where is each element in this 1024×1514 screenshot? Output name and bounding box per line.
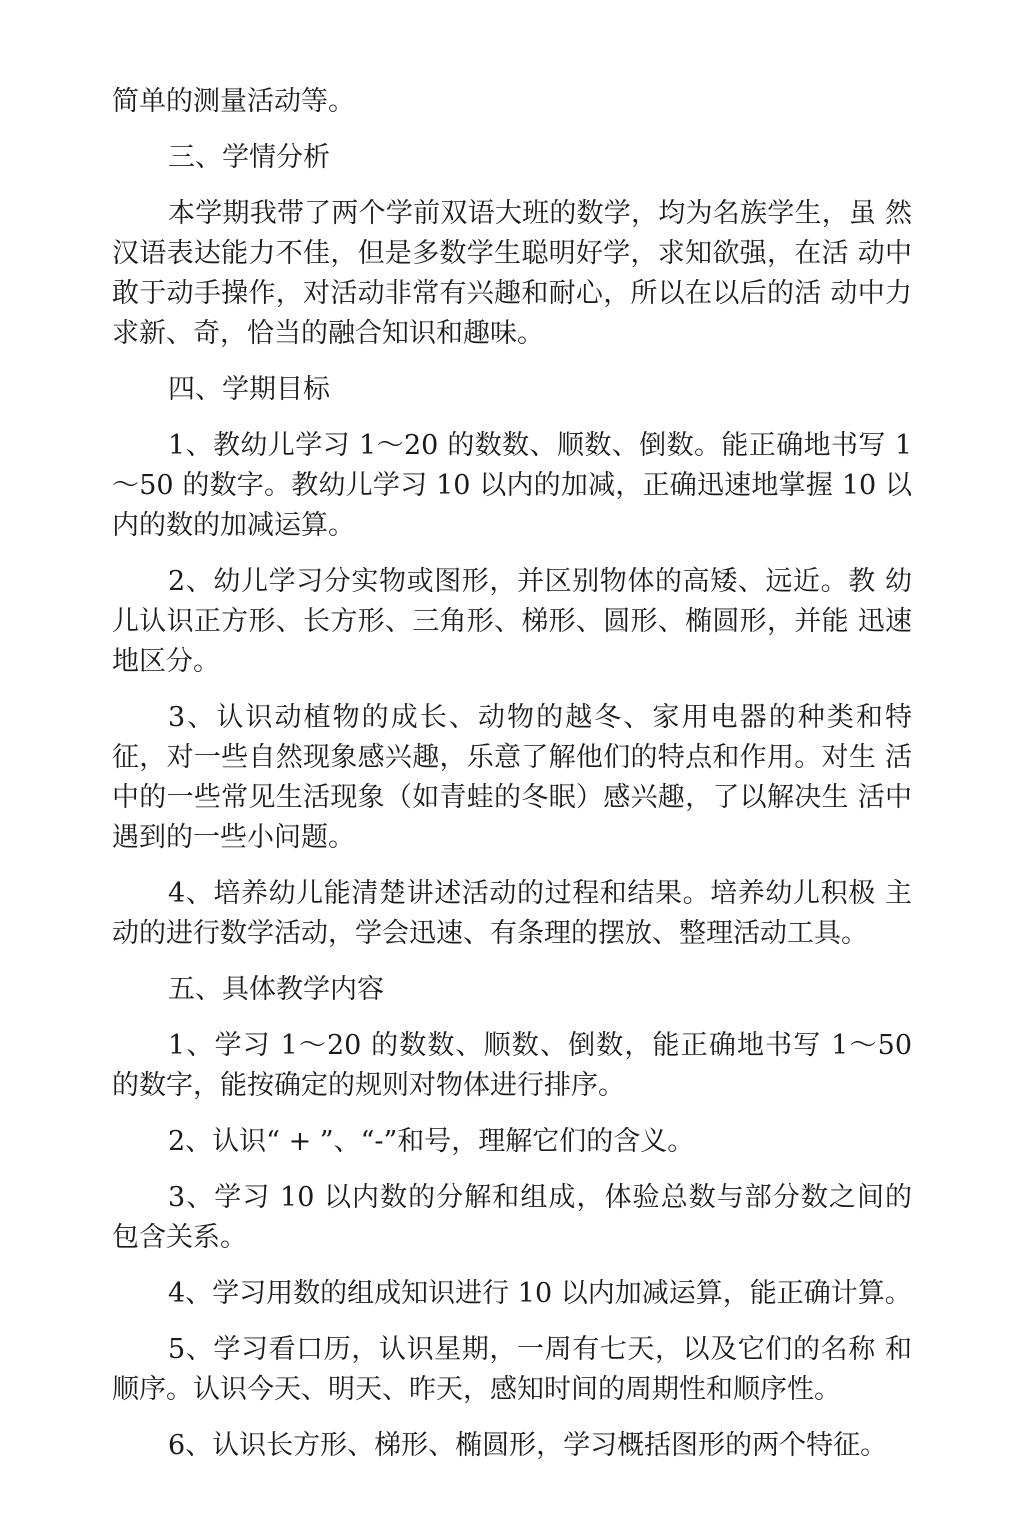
document-body: [112, 82, 912, 1482]
paragraph-continuation: 简单的测量活动等。: [112, 86, 355, 117]
content-item-4: 4、学习用数的组成知识进行 10 以内加减运算，能正确计算。: [168, 1278, 912, 1309]
content-item-1: 1、学习 1～20 的数数、顺数、倒数，能正确地书写 1～50 的数字，能按确定的规则对物体进行排序。: [112, 1030, 912, 1101]
goal-item-2: 2、幼儿学习分实物或图形，并区别物体的高矮、远近。教 幼儿认识正方形、长方形、三角形、梯形、圆形、椭圆形，并能 迅速地区分。: [112, 566, 912, 677]
section-heading-teaching-content: 五、具体教学内容: [168, 974, 384, 1005]
goal-item-3: 3、认识动植物的成长、动物的越冬、家用电器的种类和特 征，对一些自然现象感兴趣，乐意了解他们的特点和作用。对生 活中的一些常见生活现象（如青蛙的冬眠）感兴趣，了以解决生 活中遇到的一些小问题。: [112, 702, 912, 853]
content-item-3: 3、学习 10 以内数的分解和组成，体验总数与部分数之间的 包含关系。: [112, 1182, 912, 1253]
content-item-2: 2、认识“ + ”、“-”和号，理解它们的含义。: [168, 1126, 695, 1157]
section-heading-semester-goals: 四、学期目标: [168, 374, 330, 405]
goal-item-4: 4、培养幼儿能清楚讲述活动的过程和结果。培养幼儿积极 主动的进行数学活动，学会迅速、有条理的摆放、整理活动工具。: [112, 878, 912, 949]
section-heading-learning-analysis: 三、学情分析: [168, 142, 330, 173]
content-item-6: 6、认识长方形、梯形、椭圆形，学习概括图形的两个特征。: [168, 1430, 888, 1461]
goal-item-1: 1、教幼儿学习 1～20 的数数、顺数、倒数。能正确地书写 1～50 的数字。教幼儿学习 10 以内的加减，正确迅速地掌握 10 以内的数的加减运算。: [112, 430, 912, 541]
paragraph-learning-analysis: 本学期我带了两个学前双语大班的数学，均为名族学生，虽 然汉语表达能力不佳，但是多数学生聪明好学，求知欲强，在活 动中敢于动手操作，对活动非常有兴趣和耐心，所以在以后的活 动中力求新、奇，恰当的融合知识和趣味。: [112, 198, 912, 349]
content-item-5: 5、学习看口历，认识星期，一周有七天，以及它们的名称 和顺序。认识今天、明天、昨天，感知时间的周期性和顺序性。: [112, 1334, 912, 1405]
